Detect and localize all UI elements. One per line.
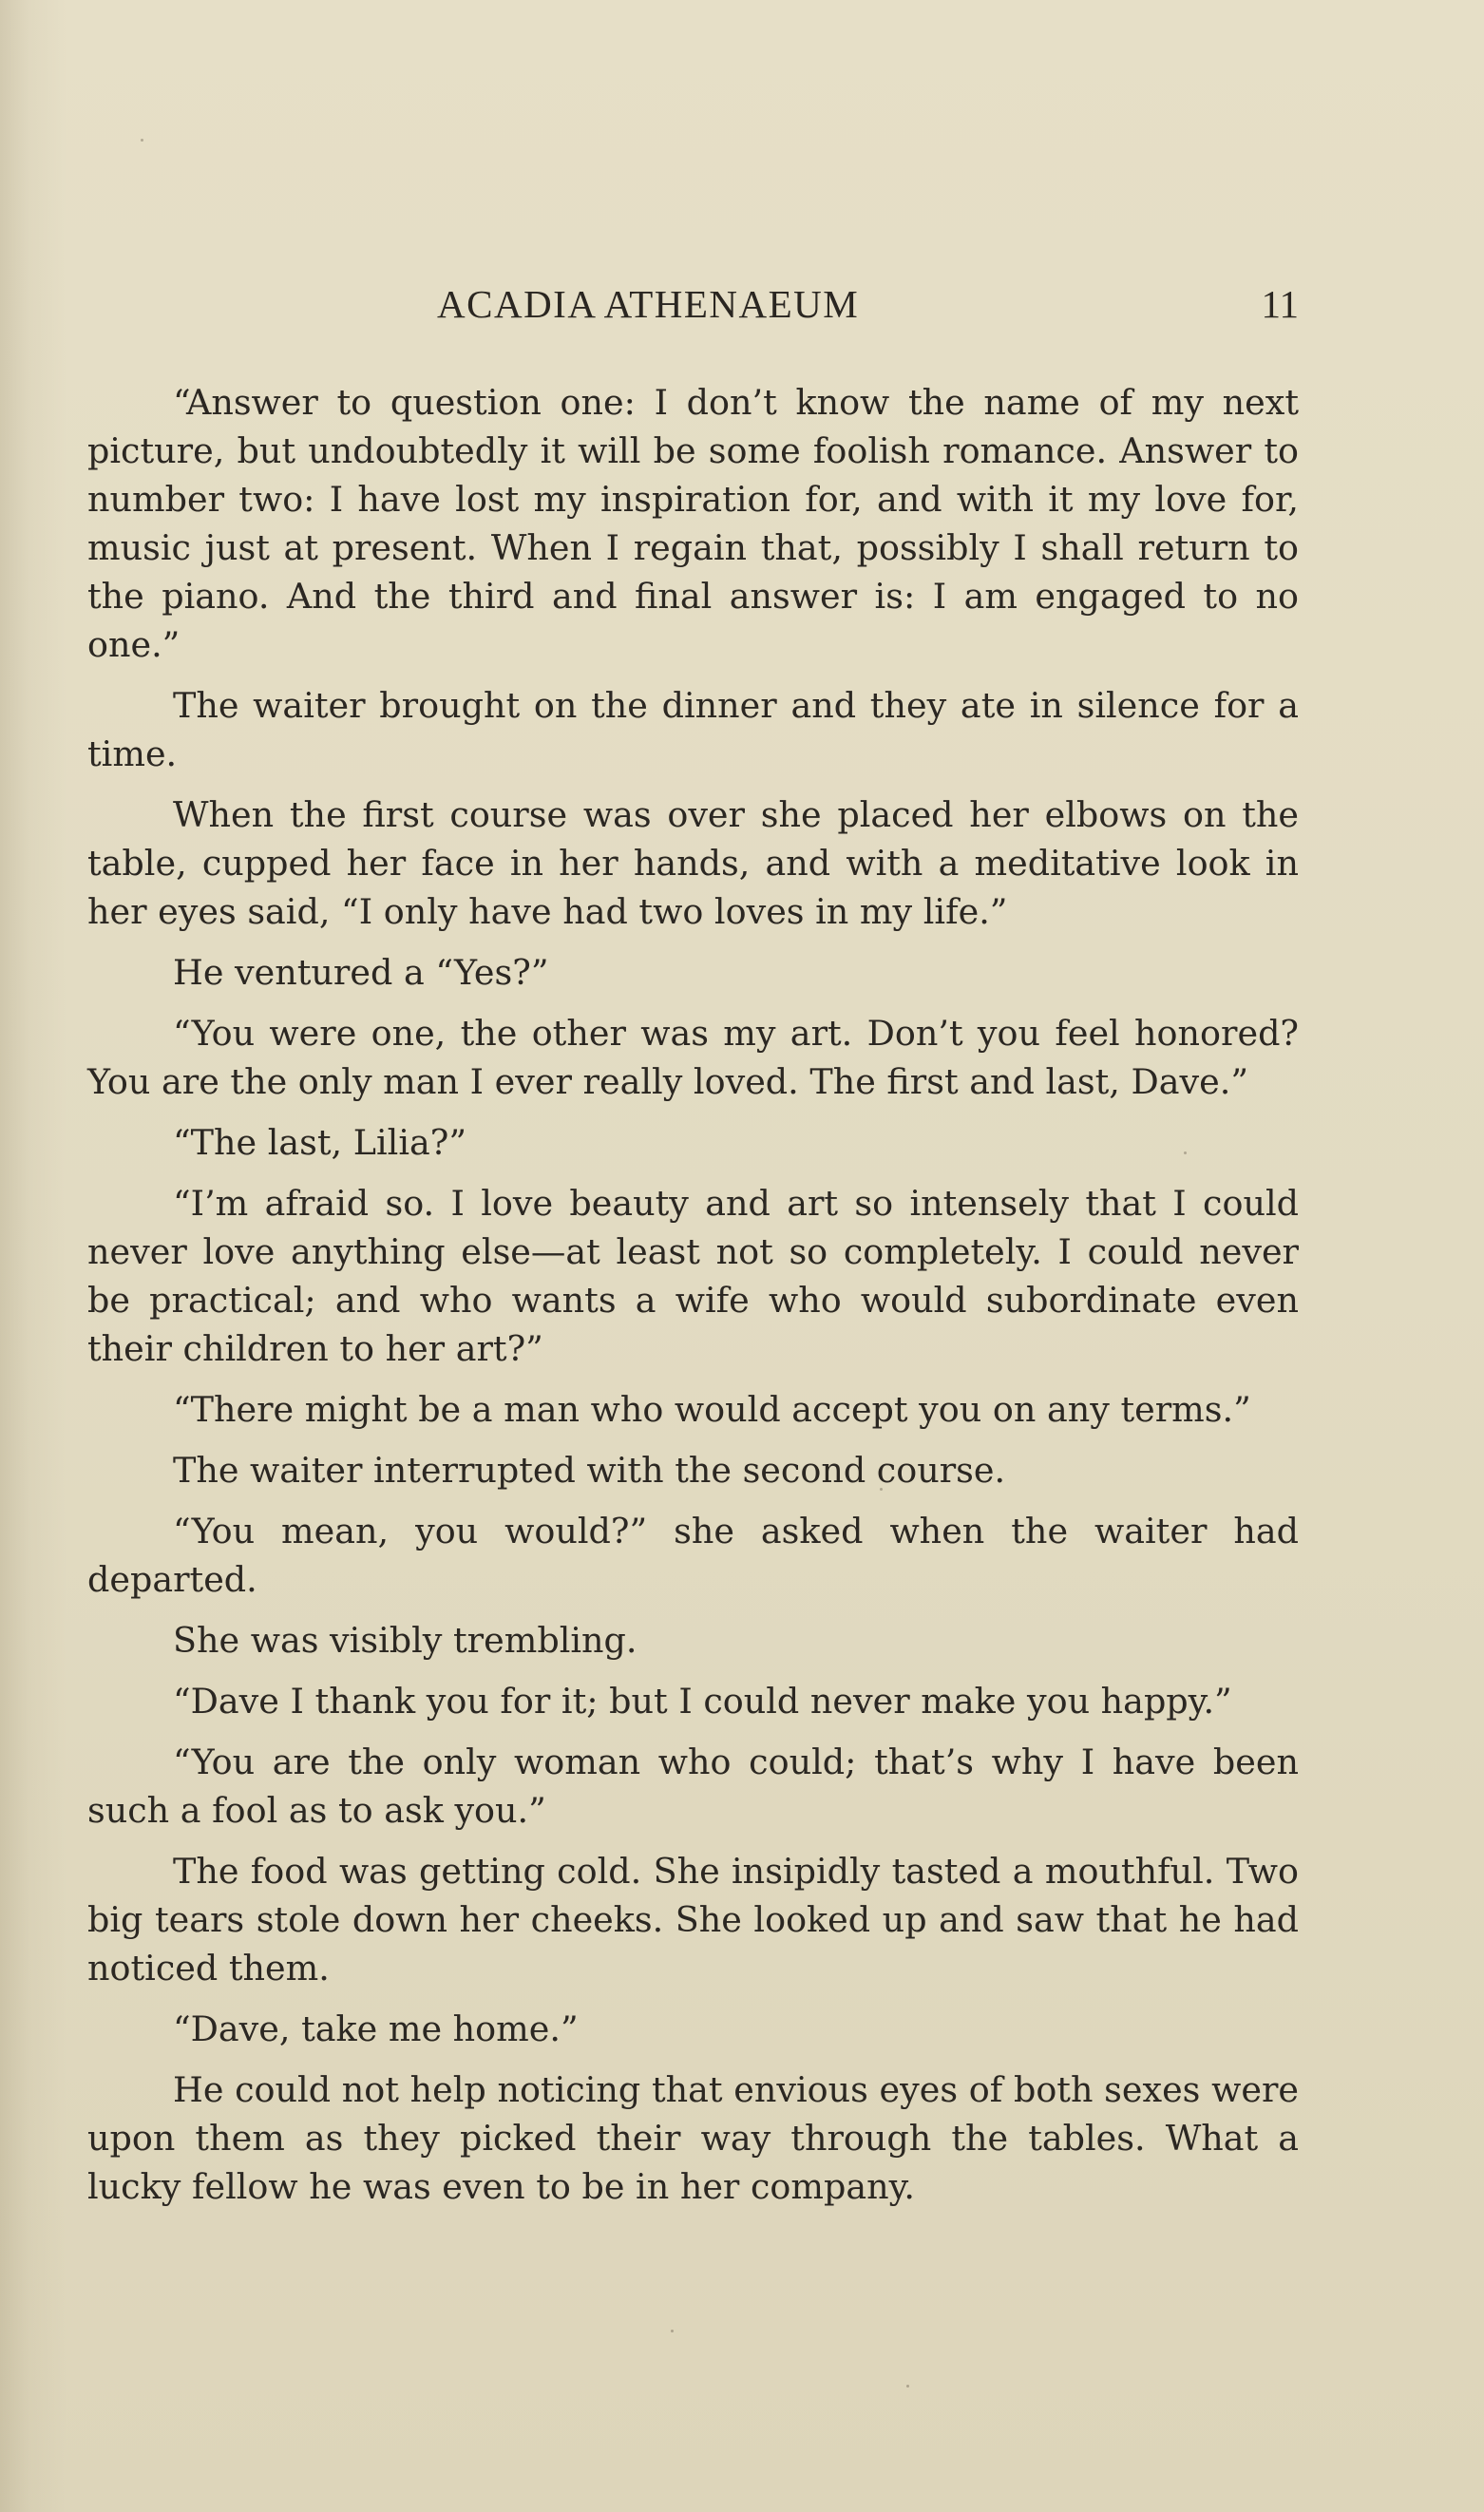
paragraph: When the first course was over she placed her elbows on the table, cupped her face in her hands, and with a meditative look in her eyes said, “I only have had two loves in my life.” xyxy=(87,794,1299,932)
body-text xyxy=(87,378,1299,2211)
paragraph: The waiter interrupted with the second course. xyxy=(173,1450,1006,1491)
paragraph: “I’m afraid so. I love beauty and art so intensely that I could never love anything else—at least not so completely. I could never be practical; and who wants a wife who would subordinate even their children to her art?” xyxy=(87,1183,1299,1369)
paragraph: She was visibly trembling. xyxy=(173,1620,637,1661)
paper-speck xyxy=(880,1488,883,1491)
paragraph: The waiter brought on the dinner and they ate in silence for a time. xyxy=(87,685,1299,774)
paragraph: “The last, Lilia?” xyxy=(173,1122,467,1163)
page-header xyxy=(87,281,1299,338)
paragraph: “Dave, take me home.” xyxy=(173,2008,579,2049)
paragraph: He could not help noticing that envious eyes of both sexes were upon them as they picked their way through the tables. What a lucky fellow he was even to be in her company. xyxy=(87,2069,1299,2207)
paragraph: He ventured a “Yes?” xyxy=(173,952,549,993)
paper-speck xyxy=(671,2330,674,2332)
running-head: ACADIA ATHENAEUM xyxy=(437,282,860,326)
paragraph: “You are the only woman who could; that’s why I have been such a fool as to ask you.” xyxy=(87,1741,1299,1831)
paragraph: “You were one, the other was my art. Don’t you feel honored? You are the only man I ever really loved. The first and last, Dave.” xyxy=(87,1013,1299,1102)
page-number: 11 xyxy=(1261,282,1299,326)
paper-speck xyxy=(141,139,143,142)
paragraph: “You mean, you would?” she asked when the waiter had departed. xyxy=(87,1511,1299,1600)
paper-speck xyxy=(1184,1151,1187,1154)
paragraph: “There might be a man who would accept you on any terms.” xyxy=(173,1389,1251,1430)
paragraph: “Answer to question one: I don’t know the name of my next picture, but undoubtedly it will be some foolish romance. Answer to number two: I have lost my inspiration for, and with it my love for, music just at present. When I regain that, possibly I shall return to the piano. And the third and final answer is: I am engaged to no one.” xyxy=(87,382,1299,665)
paragraph: “Dave I thank you for it; but I could never make you happy.” xyxy=(173,1681,1232,1722)
paper-speck xyxy=(906,2385,909,2388)
paragraph: The food was getting cold. She insipidly tasted a mouthful. Two big tears stole down her cheeks. She looked up and saw that he had noticed them. xyxy=(87,1851,1299,1989)
